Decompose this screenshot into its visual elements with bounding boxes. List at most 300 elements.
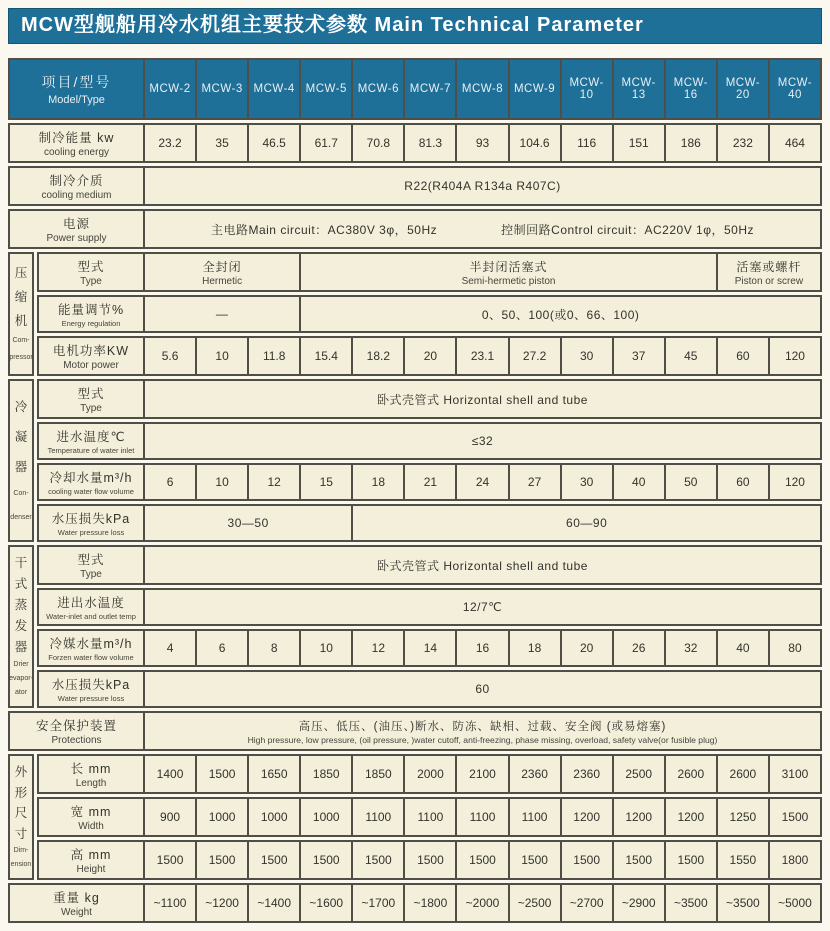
model-name: MCW-2 xyxy=(149,83,191,95)
value-cell xyxy=(457,338,507,374)
model-header-cell xyxy=(301,60,351,118)
row-label-en: Motor power xyxy=(63,360,119,371)
cell-value: 232 xyxy=(732,136,753,150)
section-label-zh-char: 蒸 xyxy=(14,598,28,613)
cell-value: 1500 xyxy=(781,810,809,824)
value-cell xyxy=(405,465,455,499)
span-text-zh: 活塞或螺杆 xyxy=(736,259,802,274)
span-text: 60 xyxy=(475,682,490,696)
value-cell xyxy=(405,338,455,374)
cell-value: 1850 xyxy=(364,767,392,781)
cell-value: 61.7 xyxy=(314,136,338,150)
cell-value: 15.4 xyxy=(314,349,338,363)
value-cell xyxy=(666,842,716,878)
value-cell xyxy=(249,125,299,161)
value-cell xyxy=(197,885,247,921)
row-label-zh: 重量 kg xyxy=(53,891,100,905)
cell-value: 120 xyxy=(784,475,805,489)
span-text-en: Hermetic xyxy=(202,275,243,287)
section-label-en: Con- xyxy=(13,490,29,498)
table-row xyxy=(37,295,822,333)
span-text: 12/7℃ xyxy=(462,600,503,614)
cell-value: 10 xyxy=(319,641,333,655)
row-label-en: Temperature of water inlet xyxy=(47,446,135,455)
span-text-en: High pressure, low pressure, (oil pressure, )water cutoff, anti-freezing, phase missing, overload, safety valve(or fusible plug) xyxy=(247,734,718,745)
value-cell xyxy=(510,125,560,161)
cell-value: 116 xyxy=(577,136,597,150)
value-cell xyxy=(405,125,455,161)
model-name: MCW-16 xyxy=(673,77,708,101)
value-cell xyxy=(301,338,351,374)
span-cell xyxy=(301,297,820,331)
section-compressor xyxy=(8,252,822,376)
section-label-zh-char: 器 xyxy=(14,639,28,654)
span-cell xyxy=(145,713,820,749)
cell-value: 12 xyxy=(267,475,281,489)
model-name: MCW-6 xyxy=(357,83,399,95)
row-label-zh: 电机功率KW xyxy=(52,344,130,358)
section-label-en: ension xyxy=(10,861,32,869)
cell-value: 18 xyxy=(371,475,386,489)
value-cell xyxy=(614,631,664,665)
table-row xyxy=(8,711,822,751)
table-row xyxy=(37,422,822,460)
value-cell xyxy=(562,842,612,878)
model-header-cell xyxy=(770,60,820,118)
value-cell xyxy=(770,756,820,792)
cell-value: 2000 xyxy=(417,767,444,781)
value-cell xyxy=(145,125,195,161)
model-header-cell xyxy=(666,60,716,118)
value-cell xyxy=(718,756,768,792)
row-label xyxy=(10,713,143,749)
cell-value: 900 xyxy=(160,810,181,824)
value-cell xyxy=(666,756,716,792)
span-cell xyxy=(145,168,820,204)
section-condenser xyxy=(8,379,822,542)
cell-value: 1500 xyxy=(312,853,340,867)
value-cell xyxy=(510,842,560,878)
value-cell xyxy=(353,125,403,161)
cell-value: 23.1 xyxy=(470,349,495,363)
row-label xyxy=(39,424,143,458)
spec-table xyxy=(8,58,822,923)
cell-value: 24 xyxy=(475,475,490,489)
cell-value: 15 xyxy=(319,475,333,489)
row-label-zh: 进水温度℃ xyxy=(56,430,126,444)
cell-value: 4 xyxy=(166,641,174,655)
cell-value: 8 xyxy=(270,641,278,655)
row-label-en: cooling medium xyxy=(41,190,112,201)
cell-value: 5.6 xyxy=(161,349,179,363)
cell-value: 12 xyxy=(371,641,386,655)
model-header-cell xyxy=(145,60,195,118)
value-cell xyxy=(249,842,299,878)
section-label xyxy=(8,545,34,708)
value-cell xyxy=(353,799,403,835)
row-label-zh: 进出水温度 xyxy=(57,596,125,610)
row-label xyxy=(39,297,143,331)
model-type-header-cell xyxy=(10,60,143,118)
cell-value: 37 xyxy=(632,349,646,363)
value-cell xyxy=(718,125,768,161)
cell-value: 1200 xyxy=(625,810,653,824)
value-cell xyxy=(457,842,507,878)
row-label-en: Type xyxy=(80,403,102,414)
value-cell xyxy=(301,756,351,792)
cell-value: 1500 xyxy=(260,853,288,867)
section-label-zh-char: 外 xyxy=(14,765,28,780)
row-label xyxy=(39,338,143,374)
value-cell xyxy=(145,338,195,374)
row-label-en: Water pressure loss xyxy=(57,528,125,537)
section-label-zh-char: 形 xyxy=(14,785,28,800)
table-row xyxy=(37,252,822,292)
value-cell xyxy=(614,465,664,499)
table-row xyxy=(37,754,822,794)
value-cell xyxy=(562,125,612,161)
cell-value: ~2500 xyxy=(517,896,552,910)
cell-value: ~2000 xyxy=(465,896,500,910)
value-cell xyxy=(614,756,664,792)
cell-value: 2500 xyxy=(625,767,653,781)
value-cell xyxy=(301,842,351,878)
value-cell xyxy=(197,338,247,374)
span-text: 主电路Main circuit：AC380V 3φ，50Hz xyxy=(210,222,438,237)
row-label-en: Height xyxy=(76,864,106,875)
model-header-cell xyxy=(614,60,664,118)
table-row xyxy=(37,840,822,880)
cell-value: 46.5 xyxy=(262,136,286,150)
section-label-en: evapor- xyxy=(9,674,33,682)
cell-value: 11.8 xyxy=(262,349,286,363)
section-label-en: Drier xyxy=(13,660,29,668)
row-label-zh: 型式 xyxy=(77,553,105,567)
cell-value: 151 xyxy=(628,136,649,150)
row-label-zh: 宽 mm xyxy=(70,805,112,819)
cell-value: ~1700 xyxy=(361,896,396,910)
row-label-zh: 电源 xyxy=(62,217,90,231)
value-cell xyxy=(510,631,560,665)
value-cell xyxy=(197,465,247,499)
value-cell xyxy=(770,631,820,665)
span-text-zh: 半封闭活塞式 xyxy=(469,259,548,274)
row-label xyxy=(39,756,143,792)
section-label-zh-char: 冷 xyxy=(14,399,28,414)
section-label-zh-char: 发 xyxy=(14,618,28,633)
cell-value: 20 xyxy=(579,641,594,655)
header-label-en: Model/Type xyxy=(48,94,105,106)
value-cell xyxy=(405,842,455,878)
value-cell xyxy=(718,631,768,665)
model-name: MCW-13 xyxy=(621,77,656,101)
row-label-zh: 安全保护装置 xyxy=(35,719,117,733)
section-label-zh-char: 尺 xyxy=(14,806,28,821)
value-cell xyxy=(614,125,664,161)
span-text: — xyxy=(215,307,229,321)
span-cell xyxy=(145,211,820,247)
value-cell xyxy=(510,338,560,374)
cell-value: 1100 xyxy=(365,810,392,824)
cell-value: 1500 xyxy=(573,853,600,867)
model-name: MCW-7 xyxy=(409,83,452,95)
cell-value: ~1800 xyxy=(413,896,448,910)
cell-value: 6 xyxy=(218,641,226,655)
cell-value: 1100 xyxy=(469,810,496,824)
cell-value: ~2700 xyxy=(569,896,604,910)
span-cell xyxy=(145,547,820,583)
value-cell xyxy=(197,799,247,835)
cell-value: 2100 xyxy=(469,767,496,781)
cell-value: 32 xyxy=(684,641,698,655)
value-cell xyxy=(353,631,403,665)
value-cell xyxy=(301,799,351,835)
span-text-zh: 全封闭 xyxy=(202,259,242,274)
value-cell xyxy=(353,885,403,921)
model-name: MCW-4 xyxy=(253,83,295,95)
row-label xyxy=(39,799,143,835)
value-cell xyxy=(718,465,768,499)
row-label-en: Energy regulation xyxy=(61,319,121,328)
cell-value: ~2900 xyxy=(621,896,656,910)
model-header-cell xyxy=(405,60,455,118)
value-cell xyxy=(770,885,820,921)
model-header-cell xyxy=(249,60,299,118)
cell-value: 1800 xyxy=(781,853,809,867)
cell-value: 1850 xyxy=(312,767,340,781)
cell-value: 1500 xyxy=(417,853,444,867)
row-label-zh: 型式 xyxy=(77,387,105,401)
cell-value: ~3500 xyxy=(726,896,760,910)
span-cell xyxy=(145,297,299,331)
value-cell xyxy=(770,799,820,835)
span-cell xyxy=(145,672,820,706)
row-label-en: Water-inlet and outlet temp xyxy=(46,612,136,621)
value-cell xyxy=(770,338,820,374)
cell-value: 27.2 xyxy=(522,349,547,363)
cell-value: 26 xyxy=(632,641,646,655)
value-cell xyxy=(614,885,664,921)
section-rows xyxy=(37,545,822,708)
cell-value: 60 xyxy=(736,475,750,489)
cell-value: 81.3 xyxy=(418,136,443,150)
value-cell xyxy=(145,842,195,878)
cell-value: 1250 xyxy=(729,810,757,824)
value-cell xyxy=(249,799,299,835)
table-row xyxy=(37,670,822,708)
section-label-en: denser xyxy=(10,513,32,521)
cell-value: 1000 xyxy=(312,810,340,824)
span-text: 卧式壳管式 Horizontal shell and tube xyxy=(377,558,588,573)
model-header-cell xyxy=(718,60,768,118)
cell-value: 1500 xyxy=(521,853,548,867)
value-cell xyxy=(562,631,612,665)
cell-value: 3100 xyxy=(781,767,809,781)
section-rows xyxy=(37,252,822,376)
model-name: MCW-5 xyxy=(305,83,347,95)
cell-value: 50 xyxy=(684,475,698,489)
value-cell xyxy=(510,756,560,792)
value-cell xyxy=(718,885,768,921)
cell-value: 1550 xyxy=(729,853,757,867)
row-label-zh: 能量调节% xyxy=(57,303,125,317)
row-label-zh: 制冷能量 kw xyxy=(38,131,115,145)
cell-value: 104.6 xyxy=(519,136,550,150)
value-cell xyxy=(301,631,351,665)
span-cell xyxy=(145,424,820,458)
cell-value: 1650 xyxy=(260,767,288,781)
value-cell xyxy=(249,885,299,921)
cell-value: 60 xyxy=(736,349,750,363)
value-cell xyxy=(145,885,195,921)
header-label-zh: 项目/型号 xyxy=(41,74,112,90)
value-cell xyxy=(353,465,403,499)
cell-value: 1100 xyxy=(417,810,444,824)
table-row xyxy=(37,545,822,585)
row-label-zh: 制冷介质 xyxy=(49,174,104,188)
section-label-en: Com- xyxy=(12,337,30,345)
cell-value: 1200 xyxy=(677,810,705,824)
table-row xyxy=(8,209,822,249)
model-header-cell xyxy=(510,60,560,118)
row-label-en: cooling water flow volume xyxy=(48,487,134,496)
row-label-en: Forzen water flow volume xyxy=(48,653,134,662)
cell-value: 2600 xyxy=(729,767,757,781)
cell-value: 23.2 xyxy=(158,136,182,150)
section-label-en: pressor xyxy=(9,354,33,362)
value-cell xyxy=(614,842,664,878)
span-cell xyxy=(145,254,299,290)
value-cell xyxy=(405,885,455,921)
cell-value: 464 xyxy=(784,136,805,150)
row-label-zh: 水压损失kPa xyxy=(51,678,131,692)
model-name: MCW-8 xyxy=(461,83,504,95)
value-cell xyxy=(457,885,507,921)
cell-value: 1500 xyxy=(677,853,705,867)
value-cell xyxy=(562,465,612,499)
cell-value: 2360 xyxy=(573,767,600,781)
section-rows xyxy=(37,379,822,542)
value-cell xyxy=(562,799,612,835)
cell-value: 2600 xyxy=(677,767,705,781)
cell-value: 16 xyxy=(475,641,490,655)
span-text: 控制回路Control circuit：AC220V 1φ，50Hz xyxy=(501,222,755,237)
section-dimension xyxy=(8,754,822,880)
cell-value: 30 xyxy=(579,475,594,489)
table-row xyxy=(37,379,822,419)
cell-value: 14 xyxy=(423,641,438,655)
value-cell xyxy=(301,885,351,921)
table-header-row xyxy=(8,58,822,120)
span-cell xyxy=(145,590,820,624)
value-cell xyxy=(718,338,768,374)
row-label-en: Power supply xyxy=(46,233,107,244)
span-cell xyxy=(145,381,820,417)
row-label xyxy=(39,631,143,665)
value-cell xyxy=(457,631,507,665)
cell-value: 20 xyxy=(423,349,438,363)
cell-value: 10 xyxy=(215,475,229,489)
cell-value: 1500 xyxy=(625,853,653,867)
cell-value: 1000 xyxy=(260,810,288,824)
table-row xyxy=(37,463,822,501)
span-text: 0、50、100(或0、66、100) xyxy=(481,307,640,322)
section-label-zh-char: 器 xyxy=(14,460,28,474)
value-cell xyxy=(562,338,612,374)
section-label-zh-char: 寸 xyxy=(14,826,28,841)
row-label-en: Protections xyxy=(51,735,102,746)
value-cell xyxy=(457,756,507,792)
row-label-en: cooling energy xyxy=(43,147,110,158)
value-cell xyxy=(770,465,820,499)
value-cell xyxy=(145,756,195,792)
section-label-zh-char: 压 xyxy=(14,266,28,281)
table-row xyxy=(37,797,822,837)
span-text: 30—50 xyxy=(227,516,269,530)
cell-value: 40 xyxy=(736,641,750,655)
cell-value: 6 xyxy=(166,475,174,489)
value-cell xyxy=(510,465,560,499)
page-title: MCW型舰船用冷水机组主要技术参数 Main Technical Parameter xyxy=(8,8,822,44)
value-cell xyxy=(457,465,507,499)
value-cell xyxy=(457,125,507,161)
row-label-en: Length xyxy=(75,778,107,789)
cell-value: 1500 xyxy=(208,853,236,867)
value-cell xyxy=(353,756,403,792)
cell-value: 27 xyxy=(527,475,542,489)
value-cell xyxy=(666,338,716,374)
value-cell xyxy=(301,125,351,161)
span-text-en: Semi-hermetic piston xyxy=(461,275,556,287)
span-text-en: Piston or screw xyxy=(734,275,804,287)
row-label-en: Type xyxy=(80,276,102,287)
value-cell xyxy=(666,799,716,835)
span-cell xyxy=(301,254,716,290)
table-row xyxy=(37,588,822,626)
row-label xyxy=(39,590,143,624)
cell-value: 1500 xyxy=(364,853,392,867)
value-cell xyxy=(197,842,247,878)
value-cell xyxy=(405,756,455,792)
value-cell xyxy=(145,631,195,665)
row-label-zh: 冷媒水量m³/h xyxy=(49,637,133,651)
section-label-zh-char: 机 xyxy=(14,313,28,328)
cell-value: 35 xyxy=(215,136,229,150)
value-cell xyxy=(145,799,195,835)
value-cell xyxy=(249,338,299,374)
cell-value: 21 xyxy=(423,475,438,489)
value-cell xyxy=(666,631,716,665)
value-cell xyxy=(562,756,612,792)
cell-value: 10 xyxy=(215,349,229,363)
span-text: R22(R404A R134a R407C) xyxy=(404,179,561,193)
value-cell xyxy=(510,799,560,835)
section-label-zh-char: 式 xyxy=(14,577,28,592)
value-cell xyxy=(405,631,455,665)
span-text: ≤32 xyxy=(471,434,494,448)
span-text-zh: 高压、低压、(油压、)断水、防冻、缺相、过载、安全阀 (或易熔塞) xyxy=(298,720,667,733)
cell-value: 1000 xyxy=(208,810,236,824)
value-cell xyxy=(666,465,716,499)
row-label-zh: 长 mm xyxy=(70,762,112,776)
row-label-zh: 冷却水量m³/h xyxy=(49,471,133,485)
section-label xyxy=(8,754,34,880)
span-cell xyxy=(718,254,820,290)
row-label xyxy=(39,381,143,417)
section-label-en: Dim- xyxy=(13,847,29,855)
value-cell xyxy=(666,885,716,921)
table-row xyxy=(8,123,822,163)
